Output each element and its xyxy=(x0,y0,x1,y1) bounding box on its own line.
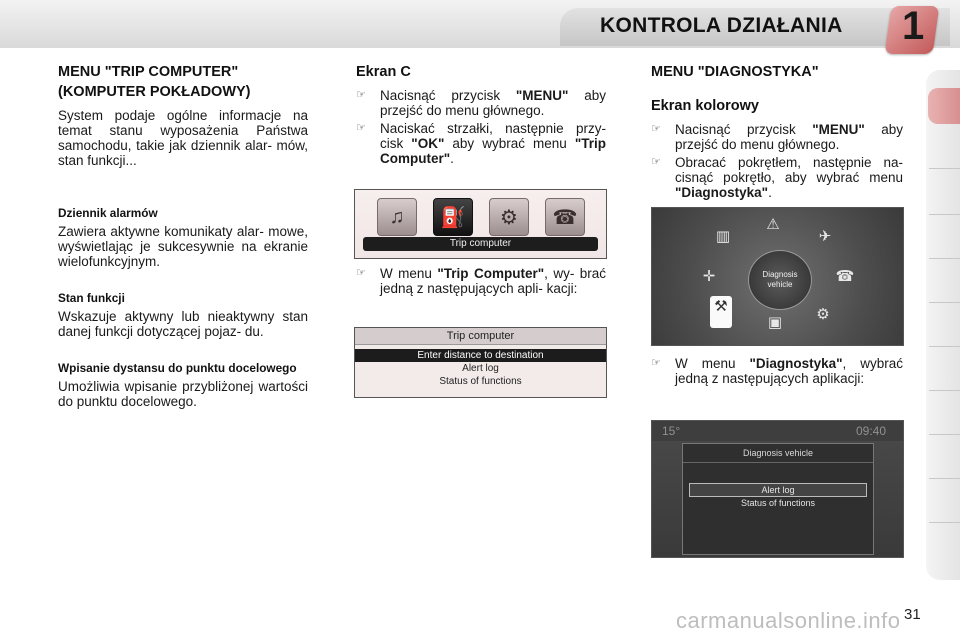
section-alert-log xyxy=(58,206,308,269)
instruction-bullet: ☞ W menu "Diagnostyka", wybrać jedną z następujących aplikacji: xyxy=(651,356,904,386)
heading-line-2: (KOMPUTER POKŁADOWY) xyxy=(58,84,251,100)
temperature-readout: 15° xyxy=(662,424,681,438)
watermark: carmanualsonline.info xyxy=(676,608,901,633)
instruction-bullet: ☞ Nacisnąć przycisk "MENU" aby przejść do menu głównego. xyxy=(356,88,606,118)
page-number: 31 xyxy=(904,606,921,623)
diagnostics-tool-icon: ⚒ xyxy=(710,296,732,328)
books-icon: ▥ xyxy=(715,228,731,245)
pointing-hand-icon: ☞ xyxy=(651,123,661,135)
pointing-hand-icon: ☞ xyxy=(356,122,366,134)
trip-screen-title: Trip computer xyxy=(355,328,606,345)
heading-line-1: MENU "TRIP COMPUTER" xyxy=(58,64,239,80)
section-text: Wskazuje aktywny lub nieaktywny stan danej funkcji dotyczącej pojaz- du. xyxy=(58,309,308,339)
clock-readout: 09:40 xyxy=(856,424,887,438)
pointing-hand-icon: ☞ xyxy=(651,357,661,369)
telephone-icon: ☎ xyxy=(545,198,585,236)
instruction-bullet: ☞ Naciskać strzałki, następnie przy- cisk "OK" aby wybrać menu "Trip Computer". xyxy=(356,121,606,166)
settings-sliders-icon: ⚙ xyxy=(489,198,529,236)
side-tab-divider xyxy=(929,302,960,303)
navigation-icon: ✛ xyxy=(702,268,716,285)
trip-menu-item: Enter distance to destination xyxy=(355,349,606,362)
navigation-map-icon: ♫ xyxy=(377,198,417,236)
side-tab-divider xyxy=(929,434,960,435)
pointing-hand-icon: ☞ xyxy=(651,156,661,168)
trip-computer-screen xyxy=(354,327,607,398)
instruction-bullet: ☞ Nacisnąć przycisk "MENU" aby przejść do menu głównego. xyxy=(651,122,903,152)
intro-paragraph: System podaje ogólne informacje na temat stanu wyposażenia Państwa samochodu, takie jak dziennik alar- mów, stan funkcji... xyxy=(58,108,308,168)
screen-c-heading: Ekran C xyxy=(356,64,411,80)
trip-menu-item: Alert log xyxy=(462,363,499,374)
warning-triangle-icon: ⚠ xyxy=(766,216,780,233)
side-tab-divider xyxy=(929,258,960,259)
section-distance-entry xyxy=(58,361,308,409)
section-title: Dziennik alarmów xyxy=(58,206,158,220)
diagnosis-vehicle-screen xyxy=(651,420,904,558)
middle-column xyxy=(356,62,606,296)
side-tab-divider xyxy=(929,346,960,347)
side-tab-divider xyxy=(929,168,960,169)
chapter-number: 1 xyxy=(902,4,925,48)
screen-c-main-menu xyxy=(354,189,607,259)
side-tab-divider xyxy=(929,478,960,479)
side-tab-divider xyxy=(929,214,960,215)
left-column xyxy=(58,62,308,409)
color-screen-subheading: Ekran kolorowy xyxy=(651,98,759,114)
pointing-hand-icon: ☞ xyxy=(356,267,366,279)
diagnosis-vehicle-center: Diagnosis vehicle xyxy=(748,250,812,310)
phone-icon: ☎ xyxy=(835,268,855,285)
video-icon: ▣ xyxy=(767,314,783,331)
diagnosis-menu-item: Alert log xyxy=(689,483,867,497)
diagnosis-menu-item: Status of functions xyxy=(740,498,816,508)
section-function-status xyxy=(58,291,308,339)
section-text: Umożliwia wpisanie przybliżonej wartości do punktu docelowego. xyxy=(58,379,308,409)
trip-menu-item: Status of functions xyxy=(439,376,522,387)
status-strip xyxy=(652,421,903,441)
instruction-bullet: ☞ W menu "Trip Computer", wy- brać jedną z następujących apli- kacji: xyxy=(356,266,607,296)
chapter-side-rail xyxy=(926,70,960,580)
side-tab-divider xyxy=(929,390,960,391)
selected-menu-label: Trip computer xyxy=(363,237,598,251)
section-text: Zawiera aktywne komunikaty alar- mowe, wyświetlając je sukcesywnie na ekranie wielofunkcyjnym. xyxy=(58,224,308,269)
diagnostics-heading: MENU "DIAGNOSTYKA" xyxy=(651,64,819,80)
trip-computer-icon: ⛽ xyxy=(433,198,473,236)
instruction-bullet: ☞ Obracać pokrętłem, następnie na- cisnąć pokrętło, aby wybrać menu "Diagnostyka". xyxy=(651,155,903,200)
diagnostics-menu-screen xyxy=(651,207,904,346)
section-title: Wpisanie dystansu do punktu docelowego xyxy=(58,361,297,375)
section-title: Stan funkcji xyxy=(58,291,125,305)
page-title: KONTROLA DZIAŁANIA xyxy=(600,14,843,37)
side-tab-active[interactable] xyxy=(928,88,960,124)
pointing-hand-icon: ☞ xyxy=(356,89,366,101)
satellite-icon: ✈ xyxy=(818,228,832,245)
side-tab-divider xyxy=(929,522,960,523)
settings-icon: ⚙ xyxy=(816,306,830,323)
diagnosis-panel xyxy=(682,443,874,555)
trip-computer-heading xyxy=(58,62,308,102)
diagnosis-title: Diagnosis vehicle xyxy=(683,444,873,463)
